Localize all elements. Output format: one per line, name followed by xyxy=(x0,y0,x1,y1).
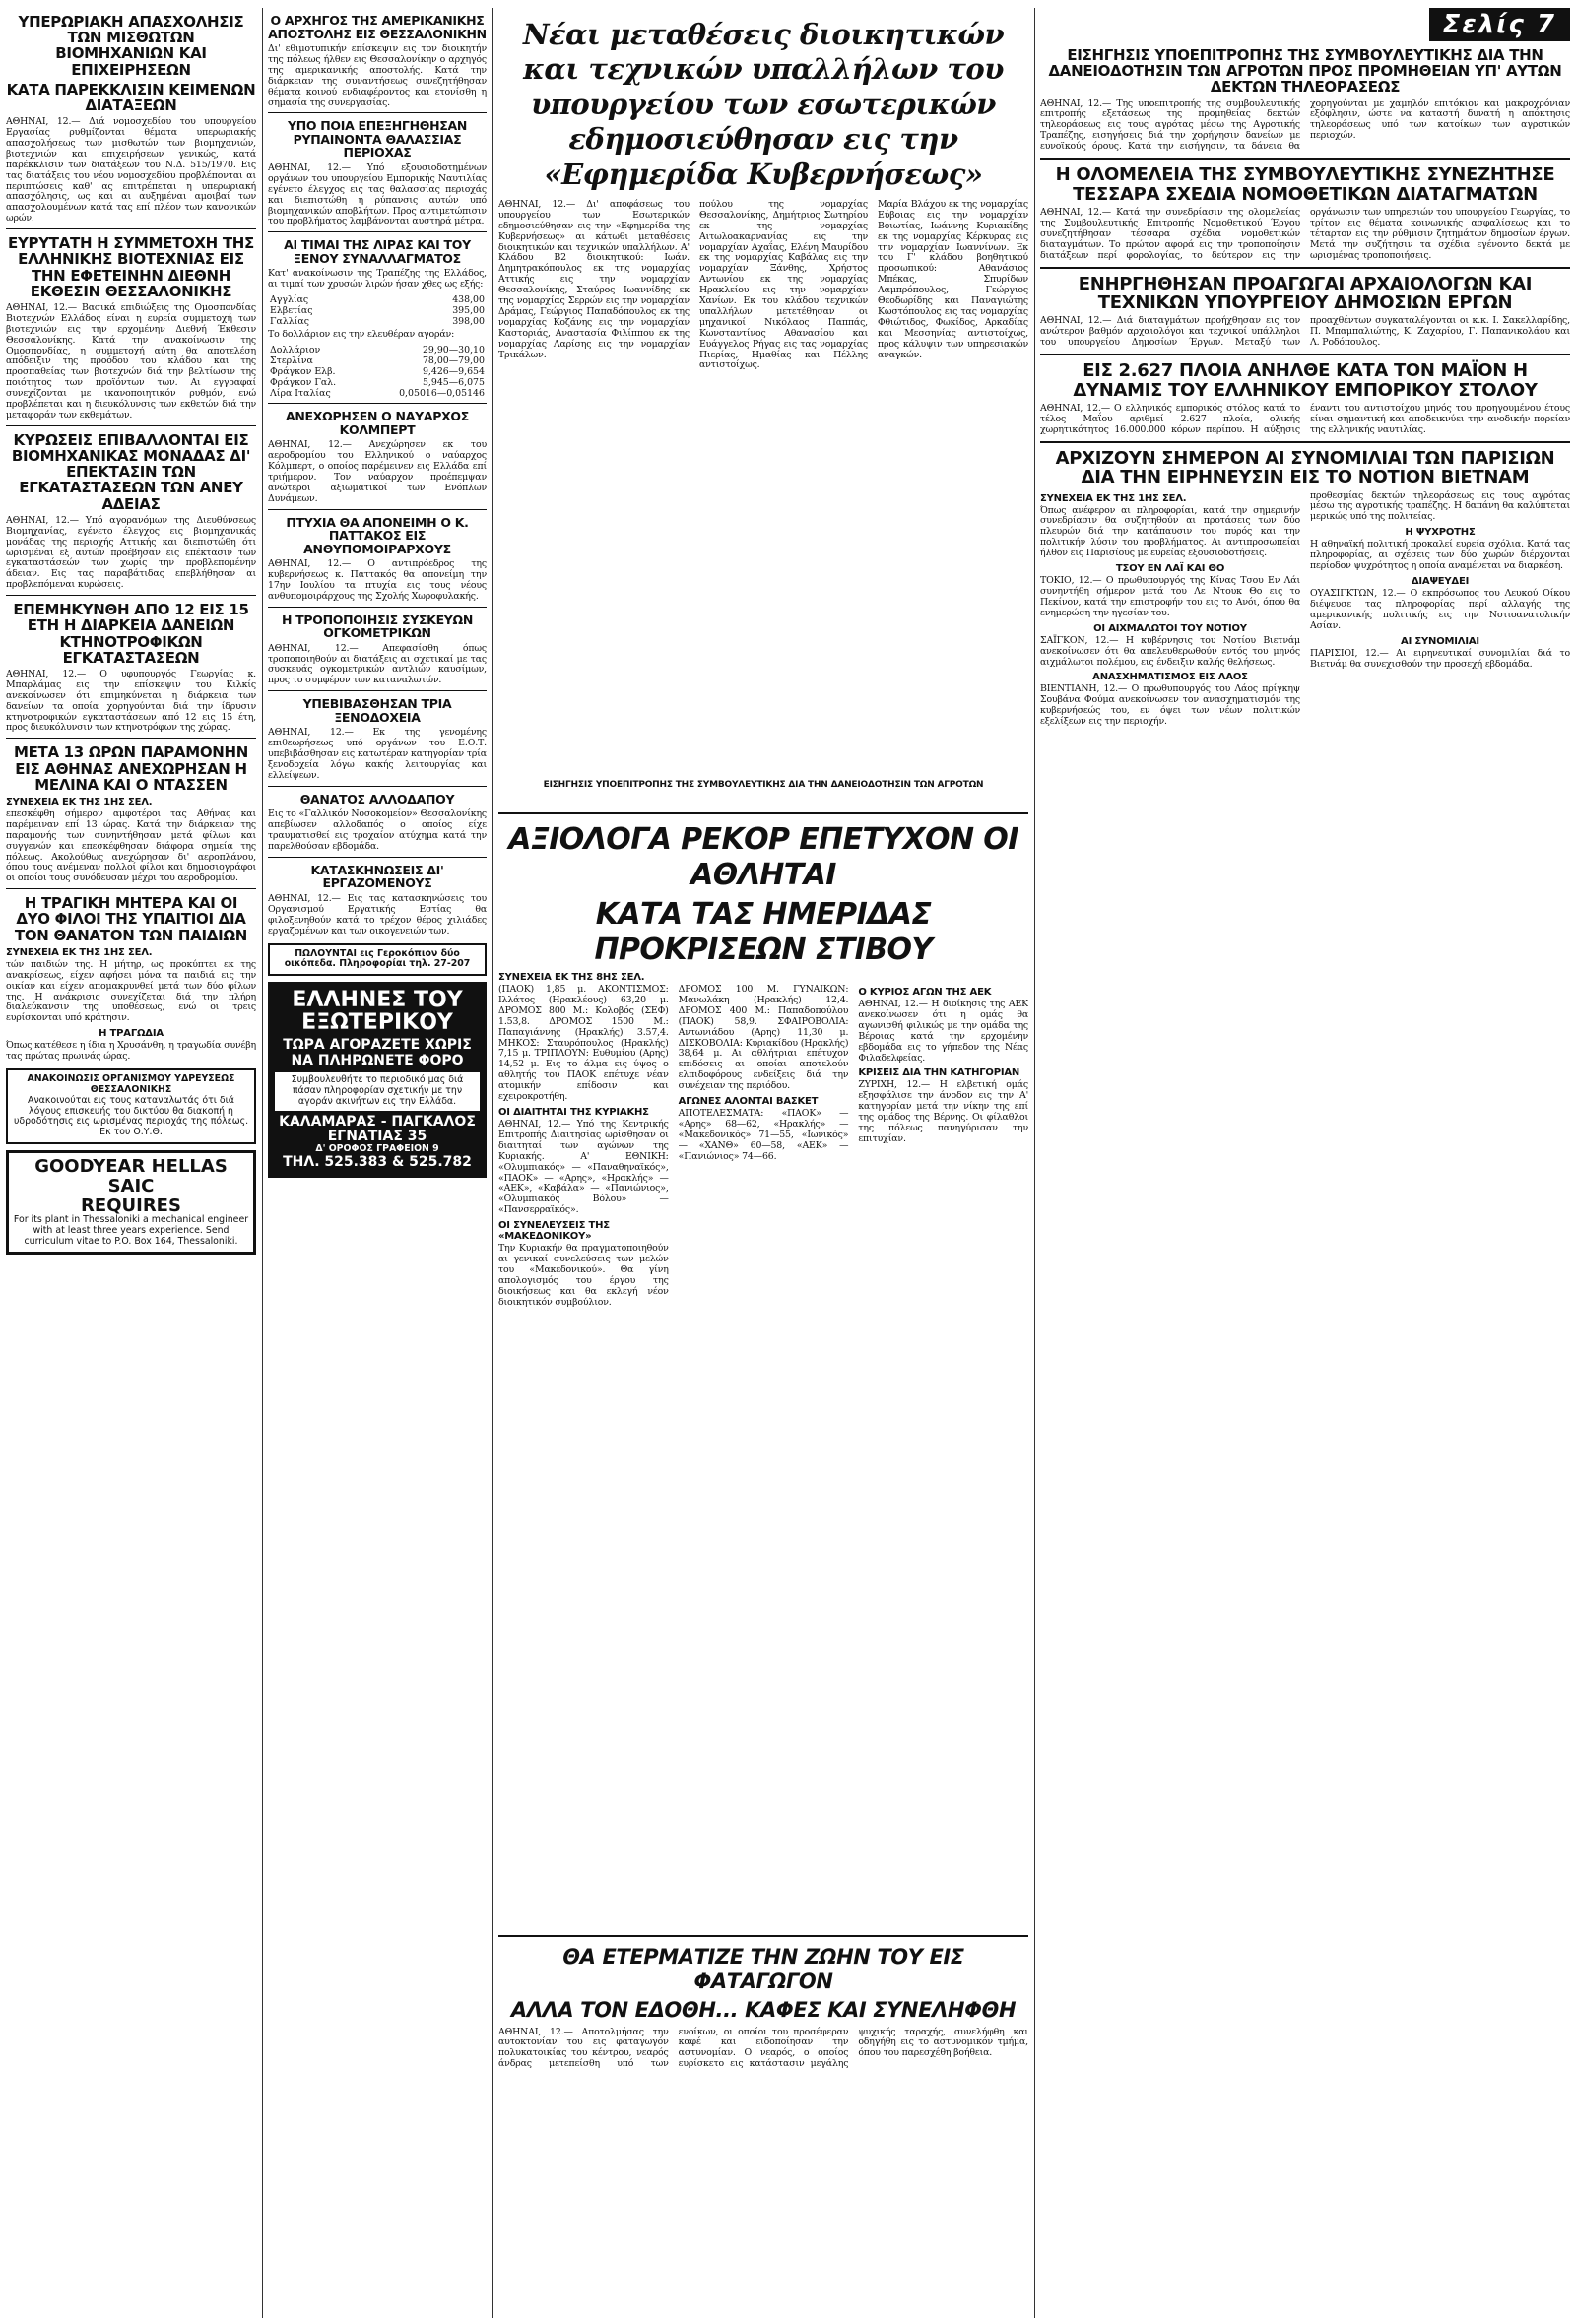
subhead-zhou: ΤΣΟΥ ΕΝ ΛΑΪ ΚΑΙ ΘΟ xyxy=(1115,563,1225,575)
page-number: Σελίς 7 xyxy=(1429,8,1570,41)
headline-vietnam: ΑΡΧΙΖΟΥΝ ΣΗΜΕΡΟΝ ΑΙ ΣΥΝΟΜΙΛΙΑΙ ΤΩΝ ΠΑΡΙΣΙΩΝ ΔΙΑ ΤΗΝ ΕΙΡΗΝΕΥΣΙΝ ΕΙΣ ΤΟ ΝΟΤΙΟΝ ΒΙΕΤΝΑΜ xyxy=(1055,447,1555,488)
subhead-coldness: Η ΨΥΧΡΟΤΗΣ xyxy=(1405,527,1476,539)
article-zhou: ΤΟΚΙΟ, 12.— Ο πρωθυπουργός της Κίνας Τσου Εν Λάι συνηντήθη σήμερον μετά του Λε Ντουκ Θο εις το Πεκίνον, κατά την επιστροφήν του εις το Ανόι, όπου θα ενημερώση την ηγεσίαν του. xyxy=(1040,575,1300,618)
transfers-part-3: Μαρία Βλάχου εκ της νομαρχίας Εύβοιας εις την νομαρχίαν Βοιωτίας, Ιωάννης Κυριακίδης εκ της νομαρχίας Κέρκυρας εις την νομαρχίαν Ιωαννίνων. Εκ του Γ' κλάδου βοηθητικού προσωπικού: Αθανάσιος Μπέκας, Σπυρίδων Λαμπρόπουλος, Γεώργιος Θεοδωρίδης και Παναγιώτης Κωστόπουλος εις τας νομαρχίας Φθιώτιδος, Φωκίδος, Αρκαδίας και Μεσσηνίας αντιστοίχως, προς κάλυψιν των υπηρεσιακών αναγκών. xyxy=(878,198,1028,360)
article-camps: ΑΘΗΝΑΙ, 12.— Εις τας κατασκηνώσεις του Οργανισμού Εργατικής Εστίας θα φιλοξενηθούν κατά το τρέχον θέρος χιλιάδες εργαζομένων και των οικογενειών των. xyxy=(268,892,487,936)
article-mother: τών παιδιών της. Η μήτηρ, ως προκύπτει εκ της ανακρίσεως, είχεν αφήσει μόνα τα παιδιά εις την οικίαν και είχεν απομακρυνθεί μετά των δύο φίλων της. Η ανάκρισις συνεχίζεται διά την πλήρη διαλεύκανσιν της υποθέσεως, ενώ οι τρεις ευρίσκονται υπό κράτησιν. xyxy=(6,958,256,1024)
headline-camps: ΚΑΤΑΣΚΗΝΩΣΕΙΣ ΔΙ' ΕΡΓΑΖΟΜΕΝΟΥΣ xyxy=(310,862,444,891)
article-death: Εις το «Γαλλικόν Νοσοκομείον» Θεσσαλονίκης απεβίωσεν αλλοδαπός ο οποίος είχε τραυματισθεί εις τροχαίον ατύχημα κατά την παρελθούσαν εβδομάδα. xyxy=(268,808,487,853)
subhead-talks: ΑΙ ΣΥΝΟΜΙΛΙΑΙ xyxy=(1401,635,1479,647)
article-continued: προθεσμίας δεκτών τηλεοράσεως εις τους αγρότας μέσω της αγροτικής τραπέζης. Η δαπάνη θα καλύπτεται μερικώς υπό της πολιτείας. xyxy=(1310,489,1570,523)
article-mother-2: Όπως κατέθεσε η ίδια η Χρυσάνθη, η τραγωδία συνέβη τας πρώτας πρωινάς ώρας. xyxy=(6,1040,256,1063)
headline-promotions: ΕΝΗΡΓΗΘΗΣΑΝ ΠΡΟΑΓΩΓΑΙ ΑΡΧΑΙΟΛΟΓΩΝ ΚΑΙ ΤΕΧΝΙΚΩΝ ΥΠΟΥΡΓΕΙΟΥ ΔΗΜΟΣΙΩΝ ΕΡΓΩΝ xyxy=(1078,273,1533,313)
sports-headline-2: ΚΑΤΑ ΤΑΣ ΗΜΕΡΙΔΑΣ ΠΡΟΚΡΙΣΕΩΝ ΣΤΙΒΟΥ xyxy=(594,897,933,967)
ad-phone: ΤΗΛ. 525.383 & 525.782 xyxy=(283,1154,472,1171)
subhead-crises: ΚΡΙΣΕΙΣ ΔΙΑ ΤΗΝ ΚΑΤΗΓΟΡΙΑΝ xyxy=(858,1067,1020,1079)
sports-crises: ΖΥΡΙΧΗ, 12.— Η ελβετική ομάς εξησφάλισε την άνοδον εις την Α' κατηγορίαν μετά την νίκην της επί της ομάδος της Βέρνης. Οι φίλαθλοι της πόλεως πανηγύρισαν την επιτυχίαν. xyxy=(858,1079,1028,1144)
headline-diplomas: ΠΤΥΧΙΑ ΘΑ ΑΠΟΝΕΙΜΗ Ο Κ. ΠΑΤΤΑΚΟΣ ΕΙΣ ΑΝΘΥΠΟΜΟΙΡΑΡΧΟΥΣ xyxy=(286,514,469,556)
article-tv-loans: ΑΘΗΝΑΙ, 12.— Της υποεπιτροπής της συμβουλευτικής επιτροπής εξετάσεως της προμηθείας δεκτών τηλεοράσεως εις τους αγρότας μέσω της Αγροτικής Τραπέζης, εισηγήσεις διά την χορήγησιν δανείων με ευνοϊκούς όρους. Κατά την εισήγησιν, τα δάνεια θα χορηγούνται με χαμηλόν επιτόκιον και μακροχρόνιαν εξόφλησιν, ώστε να καταστή δυνατή η απόκτησις τηλεοράσεως υπό των κατοίκων των αγροτικών περιοχών. xyxy=(1040,97,1570,153)
column-2 xyxy=(268,8,487,1178)
headline-rates: ΑΙ ΤΙΜΑΙ ΤΗΣ ΛΙΡΑΣ ΚΑΙ ΤΟΥ ΞΕΝΟΥ ΣΥΝΑΛΛΑΓΜΑΤΟΣ xyxy=(284,237,471,266)
article-handicraft: ΑΘΗΝΑΙ, 12.— Βασικά επιδιώξεις της Ομοσπονδίας Βιοτεχνών Ελλάδος είναι η ευρεία συμμετοχή των βιοτεχνιών εις την ερχομένην Διεθνή Έκθεσιν Θεσσαλονίκης. Κατά την ανακοίνωσιν της Ομοσπονδίας, η συμμετοχή αύτη θα αποτελέση απόδειξιν της προόδου του κλάδου και της προσπαθείας των βιοτεχνών διά την βελτίωσιν της ποιότητος των προϊόντων των. Αι εγγραφαί συνεχίζονται με ικανοποιητικόν ρυθμόν, ενώ προβλέπεται και η διευκόλυνσις των εκθετών διά την μεταφοράν των εκθεμάτων. xyxy=(6,301,256,420)
ad-company: ΚΑΛΑΜΑΡΑΣ - ΠΑΓΚΑΛΟΣ xyxy=(279,1113,476,1130)
column-5 xyxy=(1040,8,1570,732)
ad-requires: REQUIRES xyxy=(81,1194,181,1216)
goodyear-ad xyxy=(6,1150,256,1255)
sports-results-2: ΔΡΟΜΟΣ 100 Μ. ΓΥΝΑΙΚΩΝ: Μανωλάκη (Ηρακλής) 12,4. ΔΡΟΜΟΣ 400 Μ.: Παπαδοπούλου (ΠΑΟΚ) 58,9. ΣΦΑΙΡΟΒΟΛΙΑ: Αντωνιάδου (Αρης) 11,30 μ. ΔΙΣΚΟΒΟΛΙΑ: Κυριακίδου (Ηρακλής) 38,64 μ. Αι αθλήτριαι επέτυχον επιδόσεις αι οποίαι αποτελούν ελπιδοφόρους ενδείξεις διά την συνέχειαν της περιόδου. xyxy=(678,984,849,1092)
headline-loans: ΕΠΕΜΗΚΥΝΘΗ ΑΠΟ 12 ΕΙΣ 15 ΕΤΗ Η ΔΙΑΡΚΕΙΑ ΔΑΝΕΙΩΝ ΚΤΗΝΟΤΡΟΦΙΚΩΝ ΕΓΚΑΤΑΣΤΑΣΕΩΝ xyxy=(13,601,249,667)
article-american: Δι' εθιμοτυπικήν επίσκεψιν εις τον διοικητήν της πόλεως ήλθεν εις Θεσσαλονίκην ο αρχηγός της αμερικανικής αποστολής. Κατά την διάρκειαν της συναντήσεως συνεζητήθησαν θέματα κοινού ενδιαφέροντος και ετονίσθη η σημασία της συνεργασίας. xyxy=(268,43,487,108)
subhead-laos: ΑΝΑΣΧΗΜΑΤΙΣΜΟΣ ΕΙΣ ΛΑΟΣ xyxy=(1092,672,1248,683)
article-rates: Κατ' ανακοίνωσιν της Τραπέζης της Ελλάδος, αι τιμαί των χρυσών λιρών ήσαν χθες ως εξής: xyxy=(268,268,487,290)
article-sanctions: ΑΘΗΝΑΙ, 12.— Υπό αγορανόμων της Διευθύνσεως Βιομηχανίας, εγένετο έλεγχος εις βιομηχανικάς μονάδας της περιοχής Αττικής και διεπιστώθη ότι ωρισμέναι εξ αυτών προέβησαν εις επέκτασιν των εγκαταστάσεών των χωρίς την προβλεπομένην άδειαν. Εις τας παραβάτιδας επεβλήθησαν αι προβλεπόμεναι κυρώσεις. xyxy=(6,514,256,591)
gold-rates-table xyxy=(268,294,487,327)
continuation-label: ΣΥΝΕΧΕΙΑ ΕΚ ΤΗΣ 1ΗΣ ΣΕΛ. xyxy=(6,796,153,807)
sports-headline: ΑΞΙΟΛΟΓΑ ΡΕΚΟΡ ΕΠΕΤΥΧΟΝ ΟΙ ΑΘΛΗΤΑΙ xyxy=(508,822,1018,892)
subhead-aek: Ο ΚΥΡΙΟΣ ΑΓΩΝ ΤΗΣ ΑΕΚ xyxy=(858,987,992,998)
ad-text: Ανακοινούται εις τους καταναλωτάς ότι διά λόγους επισκευής του δικτύου θα διακοπή η υδροδότησις εις ωρισμένας περιοχάς της πόλεως. Εκ του Ο.Υ.Θ. xyxy=(13,1094,249,1138)
headline-meters: Η ΤΡΟΠΟΠΟΙΗΣΙΣ ΣΥΣΚΕΥΩΝ ΟΓΚΟΜΕΤΡΙΚΩΝ xyxy=(281,612,474,641)
article-meters: ΑΘΗΝΑΙ, 12.— Απεφασίσθη όπως τροποποιηθούν αι διατάξεις αι σχετικαί με τας συσκευάς ογκομετρικών αντλιών καυσίμων, προς το συμφέρον των καταναλωτών. xyxy=(268,642,487,686)
headline-overtime-sub: ΚΑΤΑ ΠΑΡΕΚΚΛΙΣΙΝ ΚΕΙΜΕΝΩΝ ΔΙΑΤΑΞΕΩΝ xyxy=(6,80,256,114)
story-text: ΑΘΗΝΑΙ, 12.— Αποτολμήσας την αυτοκτονίαν του εις φαταγωγόν πολυκατοικίας του κέντρου, νεαρός άνδρας μετεπείσθη υπό των ενοίκων, οι οποίοι του προσέφεραν καφέ και ειδοποίησαν την αστυνομίαν. Ο νεαρός, ο οποίος ευρίσκετο εις κατάστασιν μεγάλης ψυχικής ταραχής, συνελήφθη και οδηγήθη εις το αστυνομικόν τμήμα, όπου του παρεσχέθη βοήθεια. xyxy=(498,2026,1028,2070)
ad-text: Συμβουλευθήτε το περιοδικό μας διά πάσαν πληροφορίαν σχετικήν με την αγοράν ακινήτων εις την Ελλάδα. xyxy=(275,1072,480,1110)
article-melina: επεσκέφθη σήμερον αμφοτέροι τας Αθήνας και παρέμειναν επί 13 ώρας. Κατά την διάρκειαν της παραμονής των συνηντήθησαν μετά φίλων και συγγενών και επεσκέφθησαν διάφορα σημεία της πόλεως. Ακολούθως ανεχώρησαν δι' αεροπλάνου, όπου τους ανέμεναν πολλοί φίλοι και δημοσιογράφοι οι οποίοι τους συνόδευσαν μέχρι του αεροδρομίου. xyxy=(6,807,256,884)
ad-text: For its plant in Thessaloniki a mechanical engineer with at least three years experience. Send curriculum vitae to P.O. Box 164, Thessaloniki. xyxy=(13,1214,249,1247)
ad-address: ΕΓΝΑΤΙΑΣ 35 xyxy=(327,1128,427,1144)
sports-results-1: (ΠΑΟΚ) 1,85 μ. ΑΚΟΝΤΙΣΜΟΣ: Ιλλάτος (Ηρακλέους) 63,20 μ. ΔΡΟΜΟΣ 800 Μ.: Κολοβός (ΣΕΦ) 1.53,8. ΔΡΟΜΟΣ 1500 Μ.: Παπαγιάννης (Ηρακλής) 3.57,4. ΜΗΚΟΣ: Σταυρόπουλος (Ηρακλής) 7,15 μ. ΤΡΙΠΛΟΥΝ: Ευθυμίου (Αρης) 14,52 μ. Εις το άλμα εις ύψος ο αθλητής του ΠΑΟΚ επέτυχε νέαν ατομικήν επίδοσιν και εχειροκροτήθη. xyxy=(498,984,669,1103)
article-prisoners: ΣΑΪΓΚΟΝ, 12.— Η κυβέρνησις του Νοτίου Βιετνάμ ανεκοίνωσεν ότι θα απελευθερωθούν εντός του μηνός αιχμάλωτοι πολέμου, εις ένδειξιν καλής θελήσεως. xyxy=(1040,634,1300,668)
article-admiral: ΑΘΗΝΑΙ, 12.— Ανεχώρησεν εκ του αεροδρομίου του Ελληνικού ο ναύαρχος Κόλμπερτ, ο οποίος παρέμεινεν εις Ελλάδα επί τριήμερον. Τον ναύαρχον προέπεμψαν ανώτεροι αξιωματικοί των Ενόπλων Δυνάμεων. xyxy=(268,439,487,504)
article-coldness: Η αθηναϊκή πολιτική προκαλεί ευρεία σχόλια. Κατά τας πληροφορίας, αι σχέσεις των δύο χωρών διέρχονται περίοδον ψυχρότητος η οποία αναμένεται να διαρκέση. xyxy=(1310,539,1570,572)
headline-handicraft: ΕΥΡΥΤΑΤΗ Η ΣΥΜΜΕΤΟΧΗ ΤΗΣ ΕΛΛΗΝΙΚΗΣ ΒΙΟΤΕΧΝΙΑΣ ΕΙΣ ΤΗΝ ΕΦΕΤΕΙΝΗΝ ΔΙΕΘΝΗ ΕΚΘΕΣΙΝ ΘΕΣΣΑΛΟΝΙΚΗΣ xyxy=(8,234,254,300)
article-promotions: ΑΘΗΝΑΙ, 12.— Διά διαταγμάτων προήχθησαν εις τον ανώτερον βαθμόν αρχαιολόγοι και τεχνικοί υπάλληλοι του υπουργείου Δημοσίων Έργων. Μεταξύ των προαχθέντων συγκαταλέγονται οι κ.κ. Ι. Σακελλαρίδης, Π. Μπαμπαλιώτης, Κ. Ζαχαρίου, Γ. Παπανικολάου και Λ. Ροδόπουλος. xyxy=(1040,315,1570,349)
story-headline: ΘΑ ΕΤΕΡΜΑΤΙΖΕ ΤΗΝ ΖΩΗΝ ΤΟΥ ΕΙΣ ΦΑΤΑΓΩΓΟΝ xyxy=(562,1945,964,1994)
currency-rates-table xyxy=(268,345,487,399)
article-pollution: ΑΘΗΝΑΙ, 12.— Υπό εξουσιοδοτημένων οργάνων του υπουργείου Εμπορικής Ναυτιλίας εγένετο έλεγχος εις τας θαλασσίας περιοχάς και διεπιστώθη η ρύπανσις αυτών υπό βιομηχανικών αποβλήτων. Προς αντιμετώπισιν του προβλήματος λαμβάνονται αυστηρά μέτρα. xyxy=(268,161,487,227)
ad-brand-sub: SAIC xyxy=(107,1175,155,1196)
headline-fleet: ΕΙΣ 2.627 ΠΛΟΙΑ ΑΝΗΛΘΕ ΚΑΤΑ ΤΟΝ ΜΑΪΟΝ Η ΔΥΝΑΜΙΣ ΤΟΥ ΕΛΛΗΝΙΚΟΥ ΕΜΠΟΡΙΚΟΥ ΣΤΟΛΟΥ xyxy=(1073,360,1538,401)
subhead-denial: ΔΙΑΨΕΥΔΕΙ xyxy=(1411,576,1470,587)
transfers-part-2: πούλου της νομαρχίας Θεσσαλονίκης, Δημήτριος Σωτηρίου εκ της νομαρχίας Αιτωλοακαρνανίας εις την νομαρχίαν Αχαΐας, Ελένη Μαυρίδου εκ της νομαρχίας Καβάλας εις την νομαρχίαν Ξάνθης, Χρήστος Αντωνίου εκ της νομαρχίας Ηρακλείου εις την νομαρχίαν Χανίων. Εκ του κλάδου τεχνικών υπαλλήλων μετετέθησαν οι μηχανικοί Νικόλαος Παππάς, Κωνσταντίνος Αθανασίου και Ευάγγελος Ρήγας εις τας νομαρχίας Πιερίας, Ημαθίας και Πέλλης αντιστοίχως. xyxy=(698,198,869,371)
center-top xyxy=(498,8,1028,375)
headline-death: ΘΑΝΑΤΟΣ ΑΛΛΟΔΑΠΟΥ xyxy=(299,791,455,807)
article-rates-2: Το δολλάριον εις την ελευθέραν αγοράν: xyxy=(268,329,455,341)
caption: ΕΙΣΗΓΗΣΙΣ ΥΠΟΕΠΙΤΡΟΠΗΣ ΤΗΣ ΣΥΜΒΟΥΛΕΥΤΙΚΗΣ ΔΙΑ ΤΗΝ ΔΑΝΕΙΟΔΟΤΗΣΙΝ ΤΩΝ ΑΓΡΟΤΩΝ xyxy=(543,780,984,790)
ad-headline: ΕΛΛΗΝΕΣ ΤΟΥ ΕΞΩΤΕΡΙΚΟΥ xyxy=(292,988,463,1036)
article-denial: ΟΥΑΣΙΓΚΤΩΝ, 12.— Ο εκπρόσωπος του Λευκού Οίκου διέψευσε τας πληροφορίας περί αλλαγής της αμερικανικής πολιτικής εις την Νοτιοανατολικήν Ασίαν. xyxy=(1310,588,1570,631)
headline-hotels: ΥΠΕΒΙΒΑΣΘΗΣΑΝ ΤΡΙΑ ΞΕΝΟΔΟΧΕΙΑ xyxy=(302,696,452,725)
plots-for-sale-ad xyxy=(268,943,487,977)
headline-council: Η ΟΛΟΜΕΛΕΙΑ ΤΗΣ ΣΥΜΒΟΥΛΕΥΤΙΚΗΣ ΣΥΝΕΖΗΤΗΣΕ ΤΕΣΣΑΡΑ ΣΧΕΔΙΑ ΝΟΜΟΘΕΤΙΚΩΝ ΔΙΑΤΑΓΜΑΤΩΝ xyxy=(1055,164,1555,205)
headline-melina: ΜΕΤΑ 13 ΩΡΩΝ ΠΑΡΑΜΟΝΗΝ ΕΙΣ ΑΘΗΝΑΣ ΑΝΕΧΩΡΗΣΑΝ Η ΜΕΛΙΝΑ ΚΑΙ Ο ΝΤΑΣΣΕΝ xyxy=(13,743,249,794)
ad-title: ΑΝΑΚΟΙΝΩΣΙΣ ΟΡΓΑΝΙΣΜΟΥ ΥΔΡΕΥΣΕΩΣ ΘΕΣΣΑΛΟΝΙΚΗΣ xyxy=(27,1073,235,1095)
headline-sanctions: ΚΥΡΩΣΕΙΣ ΕΠΙΒΑΛΛΟΝΤΑΙ ΕΙΣ ΒΙΟΜΗΧΑΝΙΚΑΣ ΜΟΝΑΔΑΣ ΔΙ' ΕΠΕΚΤΑΣΙΝ ΤΩΝ ΕΓΚΑΤΑΣΤΑΣΕΩΝ ΤΩΝ ΑΝΕΥ ΑΔΕΙΑΣ xyxy=(11,430,251,513)
subhead-assemblies: ΟΙ ΣΥΝΕΛΕΥΣΕΙΣ ΤΗΣ «ΜΑΚΕΔΟΝΙΚΟΥ» xyxy=(498,1220,610,1243)
table-row: Στερλίνα 78,00—79,00 xyxy=(270,355,485,367)
headline-tv-loans: ΕΙΣΗΓΗΣΙΣ ΥΠΟΕΠΙΤΡΟΠΗΣ ΤΗΣ ΣΥΜΒΟΥΛΕΥΤΙΚΗΣ ΔΙΑ ΤΗΝ ΔΑΝΕΙΟΔΟΤΗΣΙΝ ΤΩΝ ΑΓΡΟΤΩΝ ΠΡΟΣ ΠΡΟΜΗΘΕΙΑΝ ΥΠ' ΑΥΤΩΝ ΔΕΚΤΩΝ ΤΗΛΕΟΡΑΣΕΩΣ xyxy=(1048,46,1562,97)
article-overtime: ΑΘΗΝΑΙ, 12.— Διά νομοσχεδίου του υπουργείου Εργασίας ρυθμίζονται θέματα υπερωριακής απασχολήσεως των μισθωτών των βιομηχανιών, βιοτεχνιών και επιχειρήσεων γενικώς, κατά παρέκκλισιν των διατάξεων του Ν.Δ. 515/1970. Εις τας διατάξεις του νέου νομοσχεδίου προβλέπονται αι περιπτώσεις καθ' ας επιτρέπεται η υπερωριακή απασχόλησις, ως και αι αυξημέναι αμοιβαί των απασχολουμένων κατά τας επί πλέον των κανονικών ωρών. xyxy=(6,116,256,225)
ad-brand: GOODYEAR HELLAS xyxy=(34,1155,228,1177)
continuation-label: ΣΥΝΕΧΕΙΑ ΕΚ ΤΗΣ 1ΗΣ ΣΕΛ. xyxy=(1040,492,1187,504)
table-row: Φράγκον Ελβ. 9,426—9,654 xyxy=(270,366,485,378)
story-headline-2: ΑΛΛΑ ΤΟΝ ΕΔΟΘΗ... ΚΑΦΕΣ ΚΑΙ ΣΥΝΕΛΗΦΘΗ xyxy=(510,1998,1017,2023)
ad-floor: Δ' ΟΡΟΦΟΣ ΓΡΑΦΕΙΟΝ 9 xyxy=(315,1143,439,1155)
table-row: Γαλλίας 398,00 xyxy=(270,316,485,328)
article-diplomas: ΑΘΗΝΑΙ, 12.— Ο αντιπρόεδρος της κυβερνήσεως κ. Παττακός θα απονείμη την 17ην Ιουλίου τα πτυχία εις τους νέους ανθυπομοιράρχους της Σχολής Χωροφυλακής. xyxy=(268,558,487,602)
table-row: Λίρα Ιταλίας 0,05016—0,05146 xyxy=(270,388,485,400)
table-row: Αγγλίας 438,00 xyxy=(270,294,485,306)
article-vietnam: Όπως ανέφερον αι πληροφορίαι, κατά την σημερινήν συνεδρίασιν θα συζητηθούν αι προτάσεις των δύο πλευρών διά την κατάπαυσιν του πυρός και την πολιτικήν λύσιν του προβλήματος. Αι αντιπροσωπείαι ήλθον εις Παρισίους με ευρείας εξουσιοδοτήσεις. xyxy=(1040,504,1300,559)
article-loans: ΑΘΗΝΑΙ, 12.— Ο υφυπουργός Γεωργίας κ. Μπαρλάμας εις την επίσκεψιν του Κιλκίς ανεκοίνωσεν ότι επιμηκύνεται η διάρκεια των δανείων τα οποία χορηγούνται διά την ίδρυσιν κτηνοτροφικών εγκαταστάσεων από 12 εις 15 έτη, προς διευκόλυνσιν των κτηνοτρόφων της χώρας. xyxy=(6,668,256,734)
suicide-story xyxy=(498,1930,1028,2074)
sports-assemblies: Την Κυριακήν θα πραγματοποιηθούν αι γενικαί συνελεύσεις των μελών του «Μακεδονικού». Θα γίνη απολογισμός του έργου της διοικήσεως και θα εκλεγή νέον διοικητικόν συμβούλιον. xyxy=(498,1243,669,1308)
center-caption xyxy=(498,778,1028,792)
column-1 xyxy=(6,8,256,1255)
subhead-tragedy: Η ΤΡΑΓΩΔΙΑ xyxy=(98,1028,164,1040)
transfers-part-1: ΑΘΗΝΑΙ, 12.— Δι' αποφάσεως του υπουργείου των Εσωτερικών εδημοσιεύθησαν εις την «Εφημερίδα της Κυβερνήσεως» αι κάτωθι μεταθέσεις διοικητικών και τεχνικών υπαλλήλων. Α' Κλάδου Β2 διοικητικού: Ιωάν. Δημητρακόπουλος εκ της νομαρχίας Αττικής εις την νομαρχίαν Θεσσαλονίκης, Σταύρος Ιωαννίδης εκ της νομαρχίας Σερρών εις την νομαρχίαν Δράμας, Γεώργιος Παπαδόπουλος εκ της νομαρχίας Κοζάνης εις την νομαρχίαν Καστοριάς, Αναστασία Φιλίππου εκ της νομαρχίας Λαρίσης εις την νομαρχίαν Τρικάλων. xyxy=(498,198,690,360)
sports-section xyxy=(498,807,1028,1313)
article-council: ΑΘΗΝΑΙ, 12.— Κατά την συνεδρίασιν της ολομελείας της Συμβουλευτικής Επιτροπής Νομοθετικού Έργου συνεζητήθησαν τέσσαρα σχέδια νομοθετικών διαταγμάτων. Το πρώτον αφορά εις την τροποποίησιν διατάξεων περί φορολογίας, το δεύτερον εις την οργάνωσιν των υπηρεσιών του υπουργείου Γεωργίας, το τρίτον εις θέματα κοινωνικής ασφαλίσεως και το τέταρτον εις την ρύθμισιν ζητημάτων δημοσίων έργων. Μετά την συζήτησιν τα σχέδια εγένοντο δεκτά με ωρισμένας τροποποιήσεις. xyxy=(1040,206,1570,261)
ad-text: ΠΩΛΟΥΝΤΑΙ εις Γεροκόπιον δύο οικόπεδα. Πληροφορίαι τηλ. 27-207 xyxy=(284,947,471,970)
headline-pollution: ΥΠΟ ΠΟΙΑ ΕΠΕΞΗΓΗΘΗΣΑΝ ΡΥΠΑΙΝΟΝΤΑ ΘΑΛΑΣΣΙΑΣ ΠΕΡΙΟΧΑΣ xyxy=(287,118,468,161)
sports-aek: ΑΘΗΝΑΙ, 12.— Η διοίκησις της ΑΕΚ ανεκοίνωσεν ότι η ομάς θα αγωνισθή φιλικώς με την ομάδα της Βέροιας κατά την ερχομένην εβδομάδα εις το γήπεδον της Νέας Φιλαδελφείας. xyxy=(858,999,1028,1064)
headline-american: Ο ΑΡΧΗΓΟΣ ΤΗΣ ΑΜΕΡΙΚΑΝΙΚΗΣ ΑΠΟΣΤΟΛΗΣ ΕΙΣ ΘΕΣΣΑΛΟΝΙΚΗΝ xyxy=(268,13,487,41)
sports-basket: ΑΠΟΤΕΛΕΣΜΑΤΑ: «ΠΑΟΚ» — «Αρης» 68—62, «Ηρακλής» — «Μακεδονικός» 71—55, «Ιωνικός» — «ΧΑΝΘ» 60—58, «ΑΕΚ» — «Πανιώνιος» 74—66. xyxy=(678,1108,849,1162)
continuation-label: ΣΥΝΕΧΕΙΑ ΕΚ ΤΗΣ 8ΗΣ ΣΕΛ. xyxy=(498,972,645,983)
article-talks: ΠΑΡΙΣΙΟΙ, 12.— Αι ειρηνευτικαί συνομιλίαι διά το Βιετνάμ θα συνεχισθούν την προσεχή εβδομάδα. xyxy=(1310,647,1570,670)
headline-admiral: ΑΝΕΧΩΡΗΣΕΝ Ο ΝΑΥΑΡΧΟΣ ΚΟΛΜΠΕΡΤ xyxy=(286,409,469,437)
sports-referees: ΑΘΗΝΑΙ, 12.— Υπό της Κεντρικής Επιτροπής Διαιτησίας ωρίσθησαν οι διαιτηταί των αγώνων της Κυριακής. Α' ΕΘΝΙΚΗ: «Ολυμπιακός» — «Παναθηναϊκός», «ΠΑΟΚ» — «Αρης», «Ηρακλής» — «ΑΕΚ», «Καβάλα» — «Πανιώνιος», «Ολυμπιακός Βόλου» — «Πανσερραϊκός». xyxy=(498,1118,669,1216)
subhead-basket: ΑΓΩΝΕΣ ΑΛΟΝΤΑΙ ΒΑΣΚΕΤ xyxy=(678,1096,819,1108)
headline-overtime: ΥΠΕΡΩΡΙΑΚΗ ΑΠΑΣΧΟΛΗΣΙΣ ΤΩΝ ΜΙΣΘΩΤΩΝ ΒΙΟΜΗΧΑΝΙΩΝ ΚΑΙ ΕΠΙΧΕΙΡΗΣΕΩΝ xyxy=(18,13,244,79)
article-fleet: ΑΘΗΝΑΙ, 12.— Ο ελληνικός εμπορικός στόλος κατά το τέλος Μαΐου αριθμεί 2.627 πλοία, ολικής χωρητικότητος 16.000.000 κόρων περίπου. Η αύξησις έναντι του αντιστοίχου μηνός του προηγουμένου έτους είναι σημαντική και αποδεικνύει την ανοδικήν πορείαν της ελληνικής ναυτιλίας. xyxy=(1040,402,1570,435)
continuation-label: ΣΥΝΕΧΕΙΑ ΕΚ ΤΗΣ 1ΗΣ ΣΕΛ. xyxy=(6,946,153,958)
subhead-referees: ΟΙ ΔΙΑΙΤΗΤΑΙ ΤΗΣ ΚΥΡΙΑΚΗΣ xyxy=(498,1106,649,1118)
subhead-prisoners: ΟΙ ΑΙΧΜΑΛΩΤΟΙ ΤΟΥ ΝΟΤΙΟΥ xyxy=(1093,622,1247,634)
greeks-abroad-ad xyxy=(268,982,487,1177)
banner-headline: Νέαι μεταθέσεις διοικητικών και τεχνικών υπαλλήλων του υπουργείου των εσωτερικών εδημοσιεύθησαν εις την «Εφημερίδα Κυβερνήσεως» xyxy=(522,18,1005,191)
headline-mother: Η ΤΡΑΓΙΚΗ ΜΗΤΕΡΑ ΚΑΙ ΟΙ ΔΥΟ ΦΙΛΟΙ ΤΗΣ ΥΠΑΙΤΙΟΙ ΔΙΑ ΤΟΝ ΘΑΝΑΤΟΝ ΤΩΝ ΠΑΙΔΙΩΝ xyxy=(14,894,248,944)
ad-subheadline: ΤΩΡΑ ΑΓΟΡΑΖΕΤΕ ΧΩΡΙΣ ΝΑ ΠΛΗΡΩΝΕΤΕ ΦΟΡΟ xyxy=(283,1037,472,1068)
water-notice-ad xyxy=(6,1068,256,1144)
table-row: Φράγκον Γαλ. 5,945—6,075 xyxy=(270,377,485,389)
article-laos: ΒΙΕΝΤΙΑΝΗ, 12.— Ο πρωθυπουργός του Λάος πρίγκηψ Σουβάνα Φούμα ανεκοίνωσεν τον ανασχηματισμόν της κυβερνήσεώς του, εν όψει των νέων πολιτικών εξελίξεων εις την περιοχήν. xyxy=(1040,683,1300,728)
table-row: Δολλάριον 29,90—30,10 xyxy=(270,345,485,356)
table-row: Ελβετίας 395,00 xyxy=(270,305,485,317)
article-hotels: ΑΘΗΝΑΙ, 12.— Εκ της γενομένης επιθεωρήσεως υπό οργάνων του Ε.Ο.Τ. υπεβιβάσθησαν εις κατωτέραν κατηγορίαν τρία ξενοδοχεία λόγω κακής λειτουργίας και ελλείψεων. xyxy=(268,727,487,781)
